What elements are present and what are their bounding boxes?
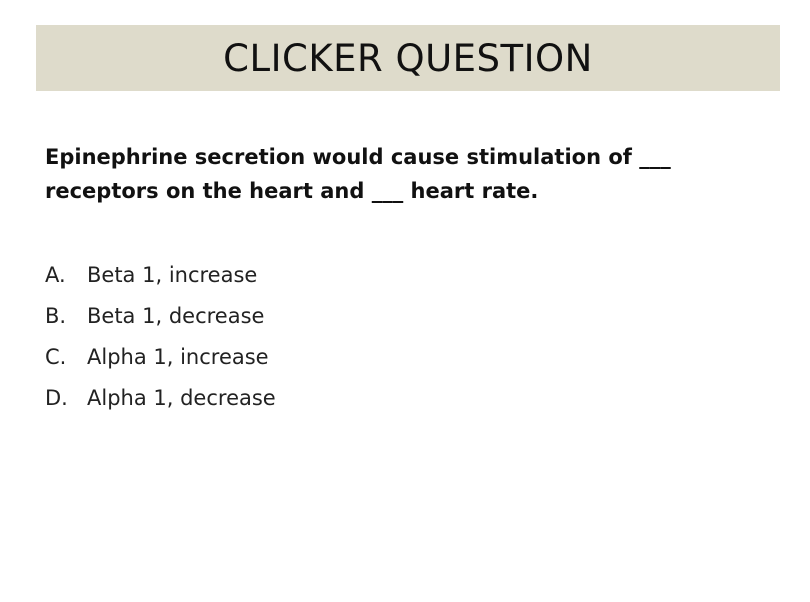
option-a bbox=[45, 254, 276, 295]
option-text: Beta 1, decrease bbox=[87, 303, 265, 328]
question-text bbox=[45, 140, 775, 208]
option-letter: B. bbox=[45, 303, 67, 328]
title-bar bbox=[36, 25, 780, 91]
option-letter: D. bbox=[45, 385, 68, 410]
option-c bbox=[45, 336, 276, 377]
question-line-1: Epinephrine secretion would cause stimulation of ___ bbox=[45, 145, 671, 169]
option-text: Beta 1, increase bbox=[87, 262, 258, 287]
answer-options bbox=[45, 254, 276, 418]
option-d bbox=[45, 377, 276, 418]
question-line-2: receptors on the heart and ___ heart rate. bbox=[45, 179, 539, 203]
option-text: Alpha 1, decrease bbox=[87, 385, 276, 410]
option-letter: C. bbox=[45, 344, 67, 369]
option-letter: A. bbox=[45, 262, 66, 287]
slide-title: CLICKER QUESTION bbox=[223, 36, 593, 80]
option-text: Alpha 1, increase bbox=[87, 344, 269, 369]
option-b bbox=[45, 295, 276, 336]
